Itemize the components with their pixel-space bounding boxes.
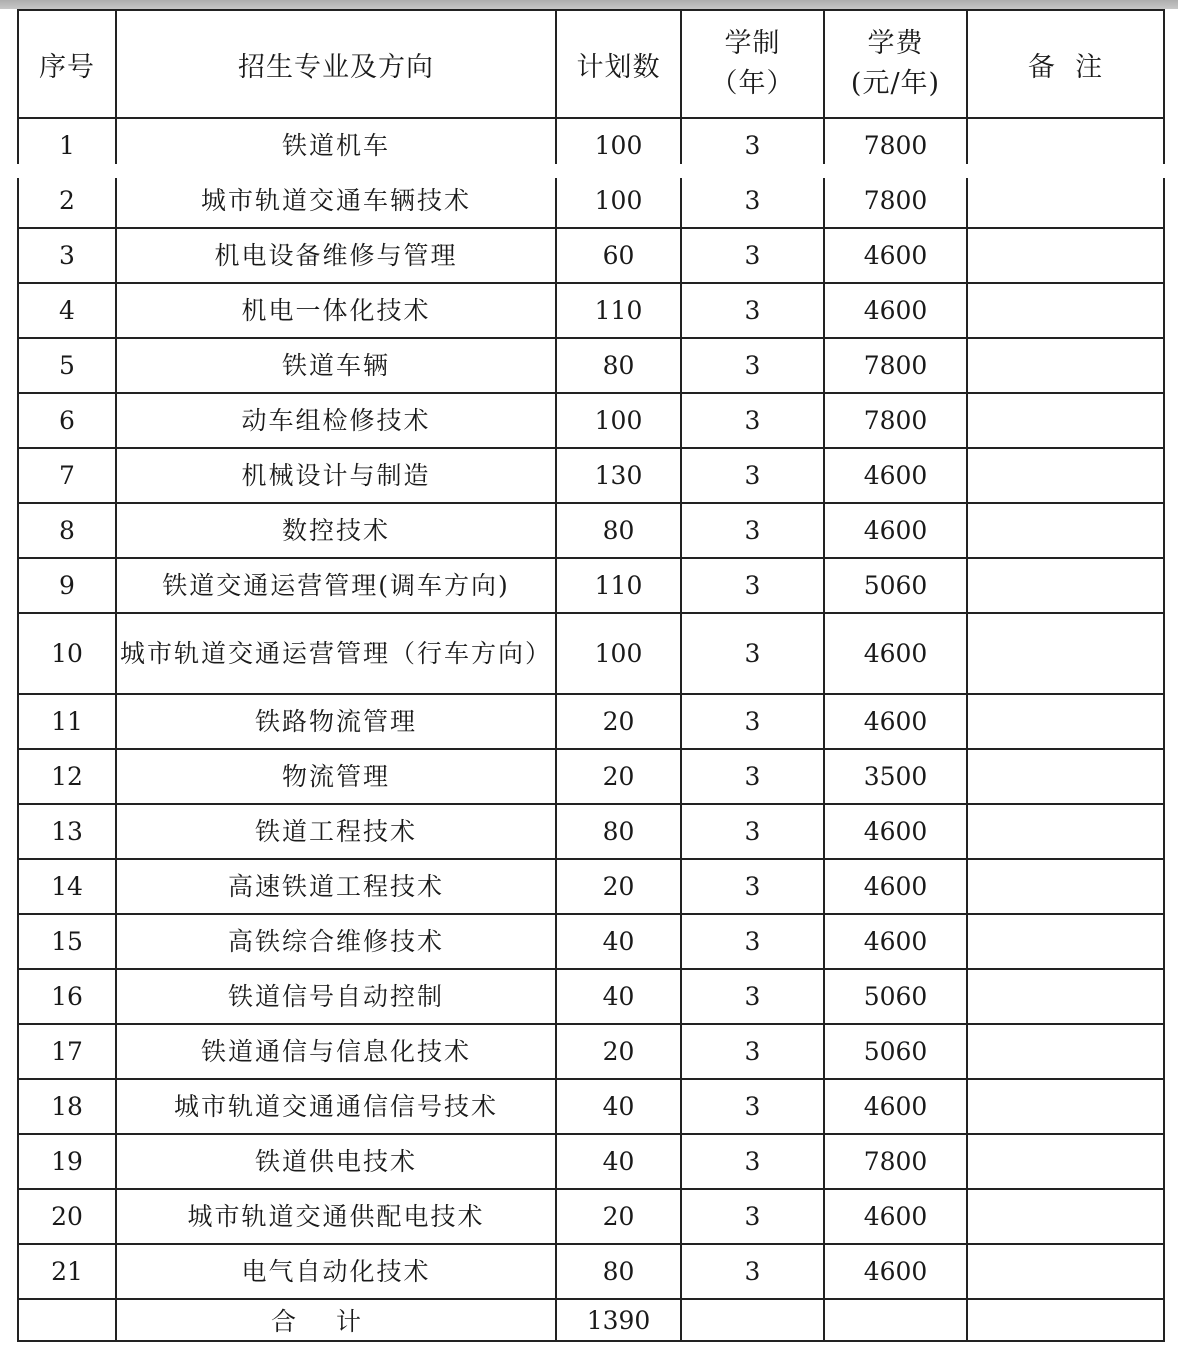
cell-fee: 7800 bbox=[824, 393, 967, 448]
header-plan: 计划数 bbox=[556, 10, 681, 118]
cell-seq: 6 bbox=[18, 393, 116, 448]
cell-plan: 110 bbox=[556, 283, 681, 338]
cell-plan: 100 bbox=[556, 118, 681, 173]
cell-remark bbox=[967, 503, 1164, 558]
cell-remark bbox=[967, 338, 1164, 393]
cell-years: 3 bbox=[681, 173, 824, 228]
total-plan: 1390 bbox=[556, 1299, 681, 1341]
total-fee-blank bbox=[824, 1299, 967, 1341]
table-header-row bbox=[18, 10, 1164, 118]
cell-major: 机电设备维修与管理 bbox=[116, 228, 556, 283]
cell-major: 动车组检修技术 bbox=[116, 393, 556, 448]
cell-seq: 15 bbox=[18, 914, 116, 969]
cell-remark bbox=[967, 969, 1164, 1024]
cell-major: 机械设计与制造 bbox=[116, 448, 556, 503]
cell-years: 3 bbox=[681, 1189, 824, 1244]
table-row bbox=[18, 503, 1164, 558]
total-remark-blank bbox=[967, 1299, 1164, 1341]
cell-seq: 9 bbox=[18, 558, 116, 613]
cell-fee: 5060 bbox=[824, 558, 967, 613]
cell-fee: 7800 bbox=[824, 118, 967, 173]
header-fee-line1: 学费 bbox=[867, 28, 924, 59]
cell-years: 3 bbox=[681, 558, 824, 613]
cell-fee: 4600 bbox=[824, 914, 967, 969]
cell-remark bbox=[967, 448, 1164, 503]
header-remark: 备 注 bbox=[967, 10, 1164, 118]
cell-years: 3 bbox=[681, 1079, 824, 1134]
cell-major: 数控技术 bbox=[116, 503, 556, 558]
cell-seq: 20 bbox=[18, 1189, 116, 1244]
cell-major: 铁道工程技术 bbox=[116, 804, 556, 859]
cell-plan: 20 bbox=[556, 1189, 681, 1244]
table-row bbox=[18, 393, 1164, 448]
cell-remark bbox=[967, 859, 1164, 914]
cell-years: 3 bbox=[681, 694, 824, 749]
cell-remark bbox=[967, 558, 1164, 613]
cell-fee: 7800 bbox=[824, 338, 967, 393]
cell-seq: 16 bbox=[18, 969, 116, 1024]
cell-plan: 40 bbox=[556, 969, 681, 1024]
cell-major: 机电一体化技术 bbox=[116, 283, 556, 338]
enrollment-plan-table bbox=[17, 9, 1165, 1342]
header-fee bbox=[824, 10, 967, 118]
cell-remark bbox=[967, 1134, 1164, 1189]
table-row bbox=[18, 914, 1164, 969]
cell-fee: 4600 bbox=[824, 694, 967, 749]
cell-years: 3 bbox=[681, 338, 824, 393]
cell-major: 城市轨道交通供配电技术 bbox=[116, 1189, 556, 1244]
cell-plan: 40 bbox=[556, 1134, 681, 1189]
cell-fee: 4600 bbox=[824, 503, 967, 558]
cell-years: 3 bbox=[681, 118, 824, 173]
cell-seq: 1 bbox=[18, 118, 116, 173]
cell-remark bbox=[967, 228, 1164, 283]
cell-plan: 110 bbox=[556, 558, 681, 613]
cell-seq: 12 bbox=[18, 749, 116, 804]
cell-major: 铁道通信与信息化技术 bbox=[116, 1024, 556, 1079]
header-fee-line2: (元/年) bbox=[850, 68, 941, 99]
cell-major: 铁道供电技术 bbox=[116, 1134, 556, 1189]
cell-fee: 4600 bbox=[824, 448, 967, 503]
cell-remark bbox=[967, 1024, 1164, 1079]
cell-plan: 40 bbox=[556, 1079, 681, 1134]
cell-seq: 4 bbox=[18, 283, 116, 338]
table-row bbox=[18, 859, 1164, 914]
cell-fee: 7800 bbox=[824, 1134, 967, 1189]
page-top-edge bbox=[0, 0, 1178, 9]
table-row bbox=[18, 228, 1164, 283]
cell-years: 3 bbox=[681, 283, 824, 338]
table-row bbox=[18, 804, 1164, 859]
table-row bbox=[18, 613, 1164, 694]
cell-plan: 80 bbox=[556, 804, 681, 859]
cell-plan: 80 bbox=[556, 1244, 681, 1299]
cell-plan: 80 bbox=[556, 338, 681, 393]
cell-years: 3 bbox=[681, 228, 824, 283]
cell-years: 3 bbox=[681, 969, 824, 1024]
cell-fee: 4600 bbox=[824, 1079, 967, 1134]
cell-remark bbox=[967, 613, 1164, 694]
cell-years: 3 bbox=[681, 448, 824, 503]
cell-years: 3 bbox=[681, 393, 824, 448]
cell-remark bbox=[967, 914, 1164, 969]
cell-years: 3 bbox=[681, 613, 824, 694]
cell-plan: 130 bbox=[556, 448, 681, 503]
cell-seq: 10 bbox=[18, 613, 116, 694]
cell-seq: 11 bbox=[18, 694, 116, 749]
cell-major: 铁道车辆 bbox=[116, 338, 556, 393]
cell-major: 电气自动化技术 bbox=[116, 1244, 556, 1299]
cell-remark bbox=[967, 1079, 1164, 1134]
cell-remark bbox=[967, 1244, 1164, 1299]
table-row bbox=[18, 283, 1164, 338]
cell-plan: 20 bbox=[556, 859, 681, 914]
header-duration bbox=[681, 10, 824, 118]
cell-seq: 7 bbox=[18, 448, 116, 503]
cell-major: 城市轨道交通车辆技术 bbox=[116, 173, 556, 228]
cell-major: 城市轨道交通运营管理（行车方向） bbox=[116, 613, 556, 694]
cell-years: 3 bbox=[681, 503, 824, 558]
header-duration-line1: 学制 bbox=[724, 28, 781, 59]
table-row bbox=[18, 338, 1164, 393]
header-duration-line2: （年） bbox=[710, 68, 795, 99]
total-label: 合计 bbox=[116, 1299, 556, 1341]
table-row bbox=[18, 1079, 1164, 1134]
cell-fee: 4600 bbox=[824, 613, 967, 694]
cell-seq: 3 bbox=[18, 228, 116, 283]
table-total-row bbox=[18, 1299, 1164, 1341]
cell-seq: 8 bbox=[18, 503, 116, 558]
cell-plan: 100 bbox=[556, 613, 681, 694]
cell-years: 3 bbox=[681, 1244, 824, 1299]
cell-seq: 17 bbox=[18, 1024, 116, 1079]
cell-seq: 14 bbox=[18, 859, 116, 914]
cell-remark bbox=[967, 804, 1164, 859]
table-row bbox=[18, 1244, 1164, 1299]
cell-major: 铁路物流管理 bbox=[116, 694, 556, 749]
cell-years: 3 bbox=[681, 859, 824, 914]
cell-major: 城市轨道交通通信信号技术 bbox=[116, 1079, 556, 1134]
cell-plan: 20 bbox=[556, 749, 681, 804]
cell-remark bbox=[967, 694, 1164, 749]
cell-plan: 80 bbox=[556, 503, 681, 558]
cell-years: 3 bbox=[681, 804, 824, 859]
total-seq-blank bbox=[18, 1299, 116, 1341]
cell-seq: 13 bbox=[18, 804, 116, 859]
cell-fee: 4600 bbox=[824, 228, 967, 283]
cell-years: 3 bbox=[681, 749, 824, 804]
table-row bbox=[18, 558, 1164, 613]
cell-fee: 4600 bbox=[824, 283, 967, 338]
cell-seq: 21 bbox=[18, 1244, 116, 1299]
cell-major: 铁道机车 bbox=[116, 118, 556, 173]
cell-plan: 100 bbox=[556, 393, 681, 448]
table-row bbox=[18, 1024, 1164, 1079]
table-row bbox=[18, 1134, 1164, 1189]
cell-seq: 19 bbox=[18, 1134, 116, 1189]
cell-major: 高速铁道工程技术 bbox=[116, 859, 556, 914]
cell-remark bbox=[967, 393, 1164, 448]
cell-plan: 60 bbox=[556, 228, 681, 283]
table-row bbox=[18, 969, 1164, 1024]
scan-gap bbox=[0, 164, 1178, 178]
cell-fee: 7800 bbox=[824, 173, 967, 228]
cell-fee: 4600 bbox=[824, 1189, 967, 1244]
cell-fee: 4600 bbox=[824, 859, 967, 914]
cell-plan: 20 bbox=[556, 1024, 681, 1079]
total-years-blank bbox=[681, 1299, 824, 1341]
cell-remark bbox=[967, 283, 1164, 338]
table-row bbox=[18, 448, 1164, 503]
cell-remark bbox=[967, 1189, 1164, 1244]
table-row bbox=[18, 694, 1164, 749]
cell-fee: 4600 bbox=[824, 1244, 967, 1299]
cell-years: 3 bbox=[681, 1134, 824, 1189]
header-major: 招生专业及方向 bbox=[116, 10, 556, 118]
cell-plan: 40 bbox=[556, 914, 681, 969]
cell-major: 物流管理 bbox=[116, 749, 556, 804]
cell-seq: 2 bbox=[18, 173, 116, 228]
cell-remark bbox=[967, 173, 1164, 228]
cell-years: 3 bbox=[681, 914, 824, 969]
table-row bbox=[18, 749, 1164, 804]
header-seq: 序号 bbox=[18, 10, 116, 118]
table-row bbox=[18, 173, 1164, 228]
cell-plan: 20 bbox=[556, 694, 681, 749]
cell-major: 铁道信号自动控制 bbox=[116, 969, 556, 1024]
cell-remark bbox=[967, 749, 1164, 804]
cell-fee: 5060 bbox=[824, 969, 967, 1024]
cell-fee: 3500 bbox=[824, 749, 967, 804]
cell-plan: 100 bbox=[556, 173, 681, 228]
cell-seq: 5 bbox=[18, 338, 116, 393]
cell-fee: 5060 bbox=[824, 1024, 967, 1079]
cell-years: 3 bbox=[681, 1024, 824, 1079]
cell-seq: 18 bbox=[18, 1079, 116, 1134]
cell-major: 高铁综合维修技术 bbox=[116, 914, 556, 969]
cell-fee: 4600 bbox=[824, 804, 967, 859]
table-row bbox=[18, 1189, 1164, 1244]
cell-major: 铁道交通运营管理(调车方向) bbox=[116, 558, 556, 613]
